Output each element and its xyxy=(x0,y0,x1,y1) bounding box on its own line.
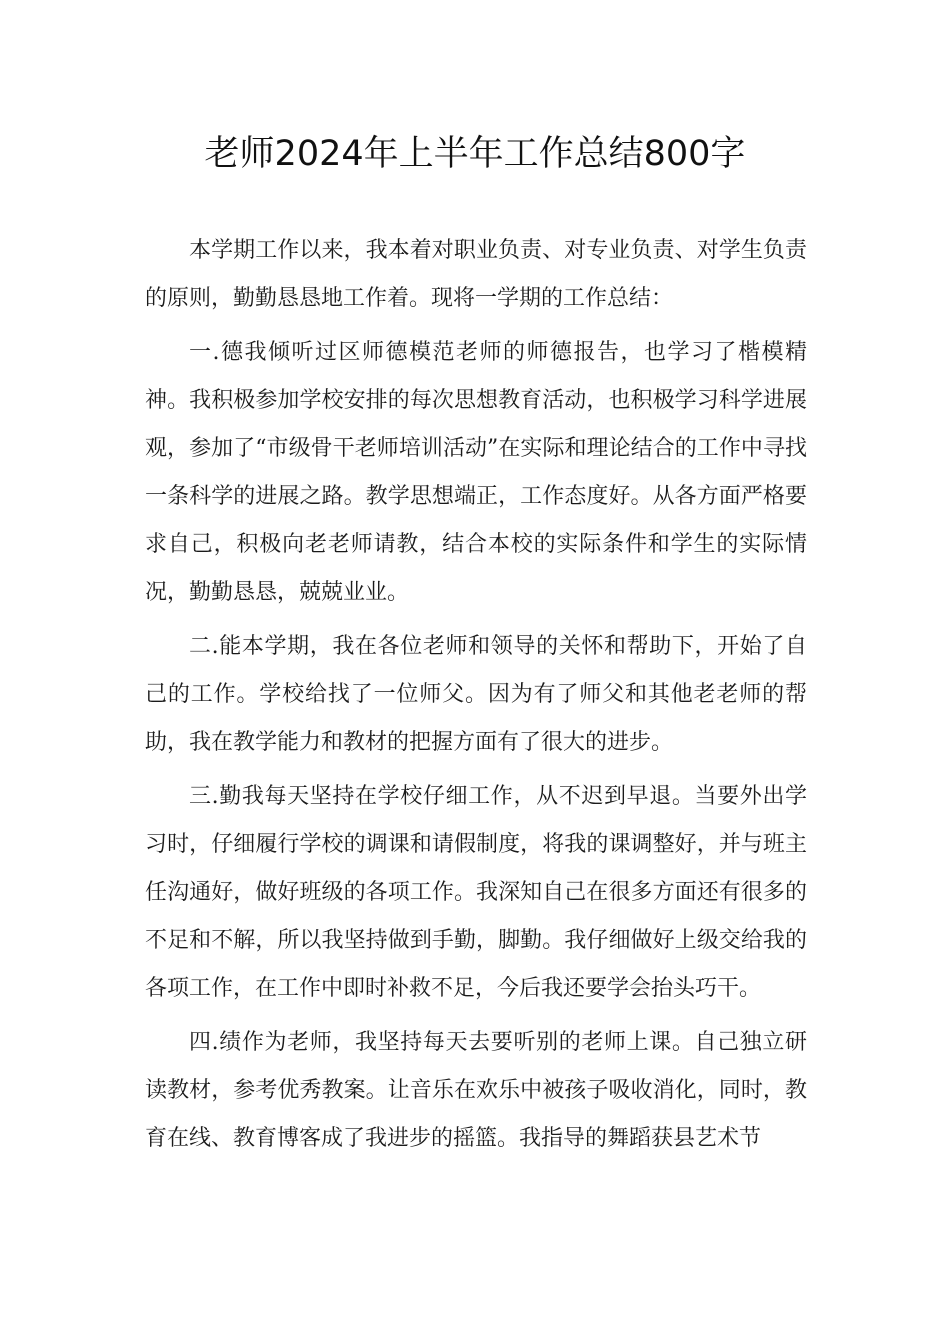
document-title: 老师2024年上半年工作总结800字 xyxy=(204,134,746,174)
document-body xyxy=(145,227,807,1163)
paragraph-diligence: 三.勤我每天坚持在学校仔细工作，从不迟到早退。当要外出学习时，仔细履行学校的调课和请假制度，将我的课调整好，并与班主任沟通好，做好班级的各项工作。我深知自己在很多方面还有很多的不足和不解，所以我坚持做到手勤，脚勤。我仔细做好上级交给我的各项工作，在工作中即时补救不足，今后我还要学会抬头巧干。 xyxy=(145,784,807,1001)
paragraph-virtue: 一.德我倾听过区师德模范老师的师德报告，也学习了楷模精神。我积极参加学校安排的每次思想教育活动，也积极学习科学进展观，参加了“市级骨干老师培训活动”在实际和理论结合的工作中寻找一条科学的进展之路。教学思想端正，工作态度好。从各方面严格要求自己，积极向老老师请教，结合本校的实际条件和学生的实际情况，勤勤恳恳，兢兢业业。 xyxy=(145,340,807,605)
paragraph-intro: 本学期工作以来，我本着对职业负责、对专业负责、对学生负责的原则，勤勤恳恳地工作着。现将一学期的工作总结： xyxy=(145,238,807,311)
paragraph-ability: 二.能本学期，我在各位老师和领导的关怀和帮助下，开始了自己的工作。学校给找了一位师父。因为有了师父和其他老老师的帮助，我在教学能力和教材的把握方面有了很大的进步。 xyxy=(145,634,807,755)
paragraph-achievement: 四.绩作为老师，我坚持每天去要听别的老师上课。自己独立研读教材，参考优秀教案。让音乐在欢乐中被孩子吸收消化，同时，教育在线、教育博客成了我进步的摇篮。我指导的舞蹈获县艺术节 xyxy=(145,1030,807,1151)
